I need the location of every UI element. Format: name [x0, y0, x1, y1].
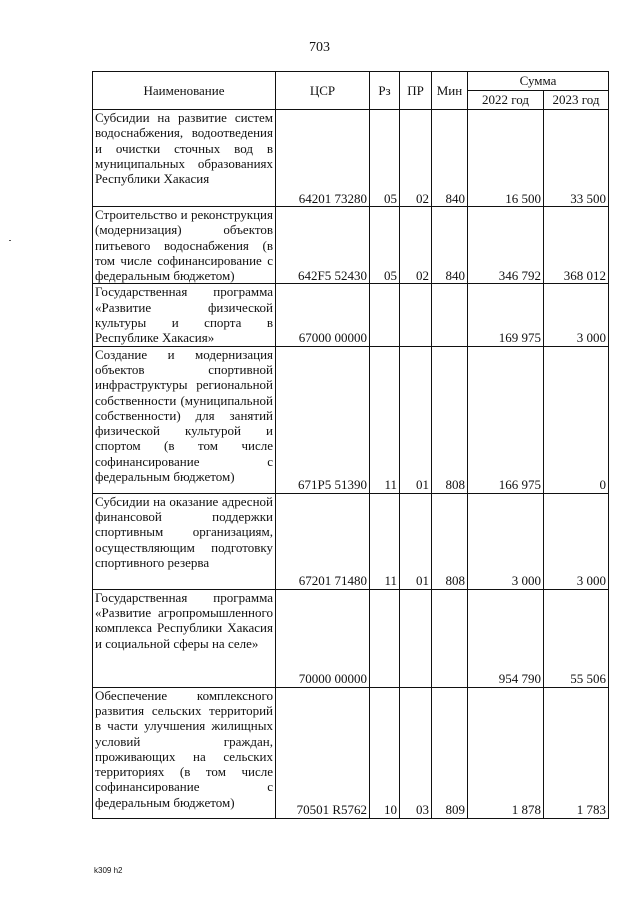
cell-min: 840 — [432, 207, 468, 284]
cell-2022: 16 500 — [468, 110, 544, 207]
cell-2023: 0 — [544, 346, 609, 493]
cell-2023: 33 500 — [544, 110, 609, 207]
cell-name: Субсидии на оказание адресной финансовой поддержки спортивным организациям, осуществляющим подготовку спортивного резерва — [93, 493, 276, 589]
cell-min: 840 — [432, 110, 468, 207]
cell-csr: 64201 73280 — [276, 110, 370, 207]
page-number: 703 — [309, 40, 330, 55]
table-row — [93, 589, 609, 687]
header-year-2022: 2022 год — [468, 91, 544, 110]
cell-rz — [370, 589, 400, 687]
margin-mark — [9, 240, 11, 241]
table-body — [93, 110, 609, 819]
cell-2023: 1 783 — [544, 687, 609, 818]
cell-2022: 346 792 — [468, 207, 544, 284]
table-row — [93, 284, 609, 346]
cell-rz — [370, 284, 400, 346]
header-sum: Сумма — [468, 72, 609, 91]
cell-min: 809 — [432, 687, 468, 818]
cell-pr: 01 — [400, 493, 432, 589]
table-row — [93, 493, 609, 589]
cell-2023: 368 012 — [544, 207, 609, 284]
cell-csr: 642F5 52430 — [276, 207, 370, 284]
header-pr: ПР — [400, 72, 432, 110]
cell-name: Государственная программа «Развитие агропромышленного комплекса Республики Хакасия и социальной сферы на селе» — [93, 589, 276, 687]
header-year-2023: 2023 год — [544, 91, 609, 110]
cell-2022: 3 000 — [468, 493, 544, 589]
table-row — [93, 207, 609, 284]
cell-2022: 169 975 — [468, 284, 544, 346]
cell-pr: 01 — [400, 346, 432, 493]
header-name: Наименование — [93, 72, 276, 110]
footer-code: k309 h2 — [94, 866, 123, 875]
header-rz: Рз — [370, 72, 400, 110]
cell-2022: 166 975 — [468, 346, 544, 493]
budget-table — [92, 71, 609, 819]
cell-min — [432, 284, 468, 346]
cell-min: 808 — [432, 493, 468, 589]
cell-csr: 67000 00000 — [276, 284, 370, 346]
cell-2022: 1 878 — [468, 687, 544, 818]
cell-2023: 3 000 — [544, 493, 609, 589]
cell-rz: 11 — [370, 493, 400, 589]
table-row — [93, 687, 609, 818]
cell-min — [432, 589, 468, 687]
cell-name: Субсидии на развитие систем водоснабжения, водоотведения и очистки сточных вод в муниципальных образованиях Республики Хакасия — [93, 110, 276, 207]
cell-min: 808 — [432, 346, 468, 493]
cell-2022: 954 790 — [468, 589, 544, 687]
table-row — [93, 346, 609, 493]
cell-csr: 70501 R5762 — [276, 687, 370, 818]
cell-pr: 02 — [400, 110, 432, 207]
cell-csr: 67201 71480 — [276, 493, 370, 589]
cell-pr — [400, 589, 432, 687]
cell-csr: 70000 00000 — [276, 589, 370, 687]
cell-2023: 3 000 — [544, 284, 609, 346]
cell-name: Строительство и реконструкция (модернизация) объектов питьевого водоснабжения (в том числе софинансирование с федеральным бюджетом) — [93, 207, 276, 284]
cell-rz: 05 — [370, 110, 400, 207]
header-csr: ЦСР — [276, 72, 370, 110]
header-min: Мин — [432, 72, 468, 110]
cell-name: Обеспечение комплексного развития сельских территорий в части улучшения жилищных условий граждан, проживающих на сельских территориях (в том числе софинансирование с федеральным бюджетом) — [93, 687, 276, 818]
table-row — [93, 110, 609, 207]
cell-csr: 671P5 51390 — [276, 346, 370, 493]
cell-pr — [400, 284, 432, 346]
cell-2023: 55 506 — [544, 589, 609, 687]
cell-pr: 03 — [400, 687, 432, 818]
cell-rz: 10 — [370, 687, 400, 818]
cell-rz: 11 — [370, 346, 400, 493]
cell-name: Государственная программа «Развитие физической культуры и спорта в Республике Хакасия» — [93, 284, 276, 346]
cell-name: Создание и модернизация объектов спортивной инфраструктуры региональной собственности (муниципальной собственности) для занятий физической культурой и спортом (в том числе софинансирование с федеральным бюджетом) — [93, 346, 276, 493]
cell-rz: 05 — [370, 207, 400, 284]
cell-pr: 02 — [400, 207, 432, 284]
